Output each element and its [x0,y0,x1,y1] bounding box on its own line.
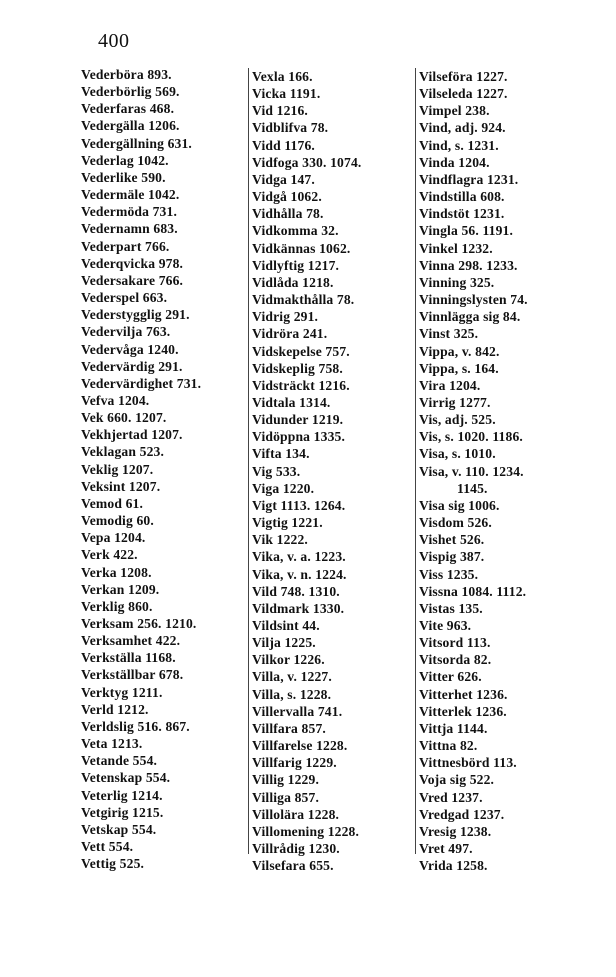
index-entry: Vilsefara 655. [252,858,334,874]
index-entry: Vedergälla 1206. [81,118,180,134]
index-entry: Vippa, s. 164. [419,360,499,376]
index-entry: Vifta 134. [252,446,310,462]
index-entry: Verksamhet 422. [81,633,181,649]
index-entry: Vedergällning 631. [81,135,192,151]
index-entry: Verkställbar 678. [81,667,184,683]
index-entry: Vilseleda 1227. [419,86,508,102]
index-entry: Vidd 1176. [252,137,315,153]
index-entry: Verkställa 1168. [81,650,176,666]
index-entry: Vred 1237. [419,789,483,805]
index-entry: Vistas 135. [419,600,483,616]
index-entry: Vidkännas 1062. [252,240,351,256]
index-entry: Vedervärdighet 731. [81,375,202,391]
index-entry: Vett 554. [81,839,134,855]
index-entry: Vik 1222. [252,532,308,548]
index-entry: Vederfaras 468. [81,101,175,117]
index-entry: Vinda 1204. [419,154,490,170]
index-entry: Vilja 1225. [252,635,316,651]
index-entry: Vira 1204. [419,377,481,393]
index-entry: Vinnlägga sig 84. [419,309,521,325]
index-entry: Vinkel 1232. [419,240,493,256]
index-entry: Vite 963. [419,618,472,633]
index-entry: Vederstygglig 291. [81,307,190,323]
index-entry: Villa, s. 1228. [252,686,332,702]
index-entry: Vild 748. 1310. [252,583,340,599]
index-entry: Villfarig 1229. [252,755,337,771]
index-entry: Vexla 166. [252,69,313,84]
index-entry: Villig 1229. [252,772,320,788]
index-entry: Vidlyftig 1217. [252,257,340,273]
index-entry: Viga 1220. [252,480,315,496]
index-entry: Vidgå 1062. [252,189,322,205]
index-entry: Vedervärdig 291. [81,358,183,374]
index-entry: Visa, s. 1010. [419,446,496,462]
index-entry: Vitter 626. [419,669,482,685]
index-entry: Vig 533. [252,463,301,479]
index-entry: Vidröra 241. [252,326,328,342]
index-entry: Vedersakare 766. [81,272,184,288]
index-entry: Vika, v. a. 1223. [252,549,346,565]
index-entry: Vindstilla 608. [419,189,505,205]
index-entry: Vis, adj. 525. [419,412,496,428]
index-entry: Vindstöt 1231. [419,206,505,222]
index-entry: Villolära 1228. [252,806,340,822]
index-entry: Visa, v. 110. 1234. [419,463,524,479]
index-entry: Villervalla 741. [252,703,343,719]
index-entry: Villfara 857. [252,720,326,736]
index-entry: Vemodig 60. [81,513,154,529]
index-entry: Verldslig 516. 867. [81,718,190,734]
index-entry: Veterlig 1214. [81,787,163,803]
index-entry: Vinning 325. [419,274,495,290]
index-entry: Vitterhet 1236. [419,686,508,702]
index-entry: Vidhålla 78. [252,206,324,222]
index-entry: Vetskap 554. [81,821,157,837]
index-entry: Villa, v. 1227. [252,669,332,685]
index-entry: Veklagan 523. [81,444,165,460]
index-entry: Vitterlek 1236. [419,703,507,719]
index-entry: Vildmark 1330. [252,600,345,616]
index-entry: Vittna 82. [419,738,478,754]
index-entry: Vidöppna 1335. [252,429,346,445]
index-entry: Vefva 1204. [81,392,150,408]
index-entry: Vissna 1084. 1112. [419,583,527,599]
index-entry: Vederlag 1042. [81,152,169,168]
index-entry: Vidkomma 32. [252,223,339,239]
index-entry: Verklig 860. [81,598,153,614]
index-entry: Vidskepelse 757. [252,343,350,359]
index-entry: Vidblifva 78. [252,120,329,136]
index-entry: Verksam 256. 1210. [81,616,197,631]
index-entry: Viss 1235. [419,566,479,582]
index-entry: Verktyg 1211. [81,684,163,700]
index-entry: Vidskeplig 758. [252,360,343,376]
index-column-1 [81,66,241,872]
index-entry: Vekhjertad 1207. [81,427,183,443]
index-entry: Vetande 554. [81,753,158,769]
index-entry: Vigt 1113. 1264. [252,497,346,513]
index-entry: Vitsorda 82. [419,652,492,668]
index-entry: Vedermäle 1042. [81,187,180,203]
index-entry: Vimpel 238. [419,103,490,119]
index-entry: Verkan 1209. [81,581,160,597]
index-entry: Vid 1216. [252,103,308,119]
index-entry: Vitsord 113. [419,635,491,651]
index-entry: Vepa 1204. [81,530,146,546]
index-entry: Vek 660. 1207. [81,410,167,426]
index-entry: Vildsint 44. [252,618,320,633]
index-entry: Vederlike 590. [81,169,166,185]
index-entry: Vederbörlig 569. [81,84,180,100]
index-column-3 [415,68,599,874]
index-entry: Vidtala 1314. [252,394,331,410]
index-entry: Villrådig 1230. [252,841,340,857]
index-entry: Vidunder 1219. [252,412,344,428]
index-entry: Vittja 1144. [419,720,488,736]
index-entry: Vika, v. n. 1224. [252,566,347,582]
index-entry: Vippa, v. 842. [419,343,500,359]
index-entry: Vittnesbörd 113. [419,755,517,771]
index-entry: Vemod 61. [81,495,144,511]
index-entry: Veta 1213. [81,736,143,752]
index-entry: Vind, adj. 924. [419,120,506,136]
index-entry: Virrig 1277. [419,394,491,410]
index-entry: Veksint 1207. [81,478,161,494]
index-entry: Visdom 526. [419,515,492,531]
index-entry: Verka 1208. [81,564,152,580]
index-entry: Vingla 56. 1191. [419,223,514,239]
index-entry: Vederpart 766. [81,238,170,254]
index-entry: Villiga 857. [252,789,320,805]
index-entry: Vedervilja 763. [81,324,171,340]
index-entry: Villfarelse 1228. [252,738,348,754]
index-entry: Vinst 325. [419,326,479,342]
index-entry: Verld 1212. [81,701,149,717]
index-entry: Visa sig 1006. [419,497,500,513]
index-entry: Vederqvicka 978. [81,255,184,271]
index-column-2 [248,68,418,874]
index-entry: Vidfoga 330. 1074. [252,154,362,170]
index-entry: Vidrig 291. [252,309,319,325]
index-entry: Vidsträckt 1216. [252,377,350,393]
index-entry: Vederböra 893. [81,67,172,82]
index-entry: Vinna 298. 1233. [419,257,518,273]
index-entry: Vidmakthålla 78. [252,292,355,308]
index-entry: Vidga 147. [252,171,315,187]
index-entry: Vind, s. 1231. [419,137,499,153]
index-entry: Villomening 1228. [252,823,360,839]
index-entry: Vedernamn 683. [81,221,178,237]
index-entry: Vrida 1258. [419,858,488,874]
index-entry: Voja sig 522. [419,772,495,788]
index-entry: Vilkor 1226. [252,652,325,668]
index-entry: Vret 497. [419,841,473,857]
index-entry: Vinningslysten 74. [419,292,528,308]
index-entry: Vredgad 1237. [419,806,505,822]
index-entry: Veklig 1207. [81,461,154,477]
index-entry: Vettig 525. [81,856,145,872]
index-entry: Vispig 387. [419,549,485,565]
index-entry: Vedermöda 731. [81,204,177,220]
index-entry: Vetenskap 554. [81,770,171,786]
index-entry: Vis, s. 1020. 1186. [419,429,523,445]
index-entry: Vilseföra 1227. [419,69,508,84]
index-entry: Verk 422. [81,547,138,563]
index-entry: Vishet 526. [419,532,485,548]
index-entry: Vindflagra 1231. [419,171,519,187]
index-entry: Vigtig 1221. [252,515,323,531]
index-entry: Vidlåda 1218. [252,274,334,290]
index-entry: Vresig 1238. [419,823,492,839]
index-entry: Vetgirig 1215. [81,804,164,820]
index-entry: Vederspel 663. [81,290,168,306]
index-entry: Vedervåga 1240. [81,341,179,357]
index-entry: Vicka 1191. [252,86,321,102]
index-entry: 1145. [457,480,488,496]
page-number: 400 [98,30,130,52]
